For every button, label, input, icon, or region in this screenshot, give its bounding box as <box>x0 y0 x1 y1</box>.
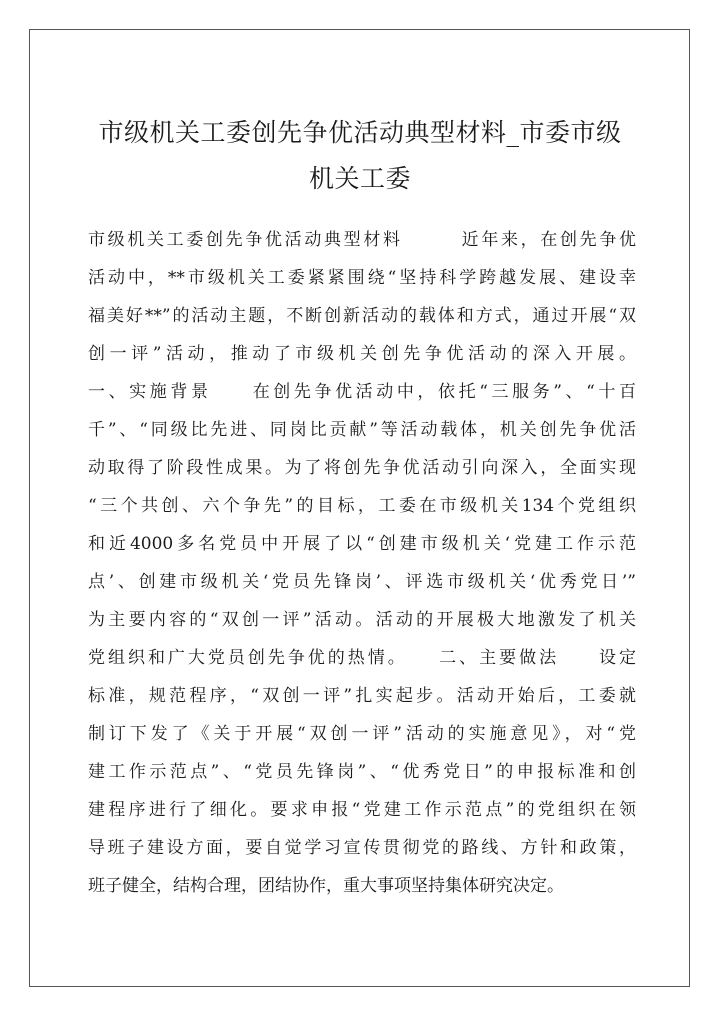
body-line: 班子健全，结构合理，团结协作，重大事项坚持集体研究决定。 <box>88 876 564 896</box>
body-line: 制订下发了《关于开展“双创一评”活动的实施意见》，对“党 <box>88 724 636 744</box>
body-line: 导班子建设方面，要自觉学习宣传贯彻党的路线、方针和政策， <box>88 838 636 858</box>
body-line: 标准，规范程序，“双创一评”扎实起步。活动开始后，工委就 <box>88 686 636 706</box>
title-line-2: 机关工委 <box>308 164 411 193</box>
document-body <box>88 221 636 905</box>
body-line: 为主要内容的“双创一评”活动。活动的开展极大地激发了机关 <box>88 610 636 630</box>
body-line: 创一评”活动，推动了市级机关创先争优活动的深入开展。 <box>88 344 636 364</box>
body-line: 活动中，**市级机关工委紧紧围绕“坚持科学跨越发展、建设幸 <box>88 268 636 288</box>
title-line-1: 市级机关工委创先争优活动典型材料_市委市级 <box>98 118 622 147</box>
body-line: 建程序进行了细化。要求申报“党建工作示范点”的党组织在领 <box>88 800 636 820</box>
body-line: 动取得了阶段性成果。为了将创先争优活动引向深入，全面实现 <box>88 458 636 478</box>
document-title <box>70 110 650 202</box>
body-line: “三个共创、六个争先”的目标，工委在市级机关134个党组织 <box>88 496 636 516</box>
body-line: 市级机关工委创先争优活动典型材料 近年来，在创先争优 <box>88 230 636 250</box>
body-line: 点’、创建市级机关‘党员先锋岗’、评选市级机关‘优秀党日’” <box>88 572 636 592</box>
body-line: 和近4000多名党员中开展了以“创建市级机关‘党建工作示范 <box>88 534 636 554</box>
body-line: 千”、“同级比先进、同岗比贡献”等活动载体，机关创先争优活 <box>88 420 636 440</box>
body-line: 一、实施背景 在创先争优活动中，依托“三服务”、“十百 <box>88 382 636 402</box>
body-line: 福美好**”的活动主题，不断创新活动的载体和方式，通过开展“双 <box>88 306 636 326</box>
body-line: 建工作示范点”、“党员先锋岗”、“优秀党日”的申报标准和创 <box>88 762 636 782</box>
body-line: 党组织和广大党员创先争优的热情。 二、主要做法 设定 <box>88 648 636 668</box>
